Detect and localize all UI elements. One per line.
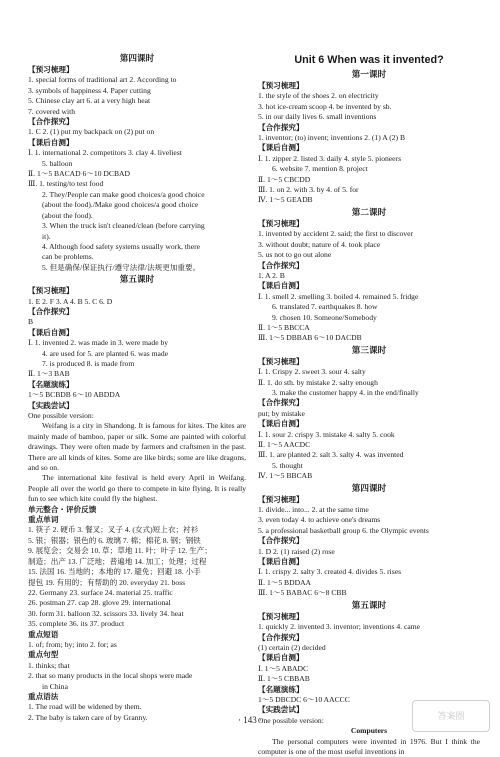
section-heading: 重点语法 [28, 691, 59, 701]
section-heading: 单元整合・评价反馈 [28, 504, 97, 514]
section-heading: 【实践尝试】 [28, 400, 74, 410]
section-heading: 【课后自测】 [258, 557, 304, 567]
lesson-heading: 第四课时 [351, 482, 387, 493]
section-heading: 重点单词 [28, 515, 59, 525]
essay-paragraph: Weifang is a city in Shandong. It is famous for kites. The kites are mainly made of bamboo, paper or silk. Some are painted with colorful drawings. They were often made by farmers and craftsmen in the past. There are all kinds of kites. Some are like birds; some are like dragons, and so on. [28, 421, 246, 473]
section-heading: 重点短语 [28, 629, 59, 639]
text-line: Ⅳ. 1～5 BBCAB [258, 471, 313, 481]
text-line: 35. complete 36. its 37. product [28, 619, 125, 629]
text-line: B [28, 317, 34, 327]
text-line: 5. us not to go out alone [258, 250, 332, 260]
text-line: 5. a professional basketball group 6. the Olympic events [258, 525, 429, 535]
text-line: Ⅲ. 1～5 BABAC 6～8 CBB [258, 588, 347, 598]
unit-title: Unit 6 When was it invented? [294, 54, 444, 66]
text-line: 制造；出产 13. 广泛地；普遍地 14. 加工；处理；过程 [28, 556, 207, 566]
text-line: 3. When the truck isn't cleaned/clean (before carrying [42, 221, 205, 231]
text-line: 22. Germany 23. surface 24. material 25. traffic [28, 587, 173, 597]
section-heading: 【课后自测】 [258, 419, 304, 429]
text-line: in China [42, 681, 68, 691]
text-line: Ⅲ. 1. on 2. with 3. by 4. of 5. for [258, 185, 359, 195]
essay-paragraph: The international kite festival is held every April in Weifang. People all over the world go there to compete in kite flying. It is really fun to see which kite could fly the highest. [28, 473, 246, 504]
text-line: Ⅳ. 1～5 GEADB [258, 195, 313, 205]
text-line: 2. The baby is taken care of by Granny. [28, 712, 148, 722]
text-line: 30. form 31. balloon 32. scissors 33. lively 34. heat [28, 608, 184, 618]
section-heading: 【预习梳理】 [258, 356, 304, 366]
text-line: Ⅰ. 1. Crispy 2. sweet 3. sour 4. salty [258, 367, 366, 377]
text-line: Ⅱ. 1～5 BBCCA [258, 322, 310, 332]
text-line: Ⅱ. 1～5 BDDAA [258, 577, 312, 587]
lesson-heading: 第三课时 [351, 344, 387, 355]
text-line: 1. thinks; that [28, 660, 70, 670]
text-line: 2. that so many products in the local shops were made [28, 671, 193, 681]
text-line: 3. make the customer happy 4. in the end/finally [272, 387, 419, 397]
text-line: Ⅱ. 1～5 CBBAB [258, 674, 310, 684]
text-line: Ⅲ. 1～5 DBBAB 6～10 DACDB [258, 333, 362, 343]
text-line: 7. is produced 8. is made from [42, 358, 135, 368]
section-heading: 【课后自测】 [258, 653, 304, 663]
text-line: 5. 银；银器；银色的 6. 玻璃 7. 棉；棉花 8. 钢；钢铁 [28, 535, 201, 545]
text-line: 5. 但是确保/保证执行/遵守法律/法规更加重要。 [42, 262, 201, 272]
text-line: Ⅱ. 1～5 CBCDD [258, 174, 311, 184]
text-line: 1. inventor; (to) invent; inventions 2. (1) A (2) B [258, 133, 406, 143]
text-line: 3. symbols of happiness 4. Paper cutting [28, 85, 151, 95]
text-line: put; by mistake [258, 408, 305, 418]
text-line: 1. C 2. (1) put my backpack on (2) put on [28, 127, 155, 137]
watermark-logo: 答案圈 [412, 700, 490, 732]
text-line: One possible version: [258, 715, 324, 725]
text-line: Ⅰ. 1. smell 2. smelling 3. boiled 4. remained 5. fridge [258, 291, 419, 301]
text-line: Ⅲ. 1. are planted 2. salt 3. salty 4. was invented [258, 450, 404, 460]
lesson-heading: 第二课时 [351, 206, 387, 217]
text-line: 1. The road will be widened by them. [28, 702, 142, 712]
text-line: Ⅰ. 1. zipper 2. listed 3. daily 4. style 5. pioneers [258, 153, 402, 163]
right-column [258, 52, 480, 757]
text-line: 1. D 2. (1) raised (2) rose [258, 546, 335, 556]
text-line: can be problems. [42, 252, 94, 262]
section-heading: 【预习梳理】 [258, 81, 304, 90]
section-heading: 【预习梳理】 [258, 218, 304, 228]
section-heading: 【合作探究】 [258, 260, 304, 270]
text-line: 1. E 2. F 3. A 4. B 5. C 6. D [28, 296, 113, 306]
text-line: Ⅰ. 1. sour 2. crispy 3. mistake 4. salty 5. cook [258, 429, 395, 439]
text-line: 4. Although food safety systems usually work, there [42, 241, 200, 251]
text-line: Ⅱ. 1～5 AACDC [258, 440, 311, 449]
text-line: Ⅱ. 1～5 BACAD 6～10 DCBAD [28, 169, 130, 179]
text-line: 9. chosen 10. Someone/Somebody [272, 312, 377, 322]
text-line: 4. are used for 5. are planted 6. was made [42, 348, 169, 358]
lesson-heading: 第四课时 [119, 53, 155, 63]
text-line: 5. Chinese clay art 6. at a very high heat [28, 96, 151, 106]
text-line: 1～5 DBCDC 6～10 AACCC [258, 694, 350, 704]
text-line: 提包 19. 有用的；有帮助的 20. everyday 21. boss [28, 577, 186, 587]
essay-title: Computers [350, 726, 388, 736]
text-line: 3. hot ice-cream scoop 4. be invented by sb. [258, 101, 392, 111]
text-line: 5. in our daily lives 6. small inventions [258, 112, 377, 122]
section-heading: 重点句型 [28, 650, 59, 660]
section-heading: 【名题演练】 [28, 379, 74, 389]
section-heading: 【名题演练】 [258, 684, 304, 694]
text-line: 1. divide... into... 2. at the same time [258, 505, 369, 515]
text-line: 1. A 2. B [258, 270, 285, 280]
text-line: (1) certain (2) decided [258, 642, 326, 652]
section-heading: 【课后自测】 [28, 137, 74, 147]
text-line: it). [42, 231, 51, 241]
section-heading: 【预习梳理】 [28, 65, 74, 74]
text-line: Ⅰ. 1. international 2. competitors 3. clay 4. liveliest [28, 148, 182, 158]
text-line: 6. website 7. mention 8. project [272, 164, 368, 174]
text-line: (about the food)./Make good choices/a good choice [42, 200, 199, 210]
section-heading: 【课后自测】 [28, 327, 74, 337]
text-line: Ⅲ. 1. testing/to test food [28, 179, 104, 189]
left-column [28, 52, 246, 723]
text-line: 5. thought [272, 460, 303, 470]
text-line: Ⅱ. 1. do sth. by mistake 2. salty enough [258, 377, 378, 387]
page-number: · 143 · [238, 715, 262, 725]
text-line: 6. translated 7. earthquakes 8. how [272, 302, 378, 312]
essay-paragraph: The personal computers were invented in 1976. But I think the computer is one of the most useful inventions in [258, 736, 480, 756]
text-line: 2. They/People can make good choices/a good choice [42, 189, 205, 199]
lesson-heading: 第五课时 [351, 599, 387, 610]
section-heading: 【预习梳理】 [28, 286, 74, 296]
section-heading: 【合作探究】 [258, 632, 304, 642]
text-line: 3. without doubt; nature of 4. took place [258, 239, 381, 249]
text-line: Ⅰ. 1. crispy 2. salty 3. created 4. divides 5. rises [258, 567, 402, 577]
text-line: 15. 法国 16. 当地的；本地的 17. 避免；回避 18. 小手 [28, 567, 201, 577]
section-heading: 【合作探究】 [258, 122, 304, 132]
section-heading: 【合作探究】 [258, 398, 304, 408]
text-line: Ⅰ. 1～5 ABADC [258, 663, 309, 673]
text-line: 26. postman 27. cap 28. glove 29. international [28, 598, 171, 608]
text-line: One possible version: [28, 411, 94, 420]
section-heading: 【合作探究】 [28, 306, 74, 316]
section-heading: 【合作探究】 [258, 536, 304, 546]
text-line: 9. 展览会；交易会 10. 草；草地 11. 叶；叶子 12. 生产； [28, 546, 212, 556]
text-line: Ⅱ. 1～3 BAB [28, 369, 70, 379]
text-line: 1. special forms of traditional art 2. According to [28, 75, 177, 85]
text-line: (about the food). [42, 210, 93, 220]
text-line: 1～5 BCBDB 6～10 ABDDA [28, 390, 121, 400]
section-heading: 【预习梳理】 [258, 611, 304, 621]
text-line: 1. quickly 2. invented 3. inventor; inventions 4. came [258, 622, 420, 632]
text-line: 7. covered with [28, 106, 76, 116]
text-line: 3. even today 4. to achieve one's dreams [258, 515, 381, 525]
text-line: 1. of; from; by; into 2. for; as [28, 639, 117, 649]
section-heading: 【课后自测】 [258, 143, 304, 153]
text-line: 5. balloon [42, 158, 73, 168]
section-heading: 【实践尝试】 [258, 705, 304, 715]
section-heading: 【预习梳理】 [258, 494, 304, 504]
section-heading: 【课后自测】 [258, 281, 304, 291]
text-line: Ⅰ. 1. invented 2. was made in 3. were made by [28, 338, 169, 348]
lesson-heading: 第一课时 [351, 69, 387, 79]
lesson-heading: 第五课时 [119, 274, 155, 285]
text-line: 1. 筷子 2. 硬币 3. 餐叉；叉子 4. (女式)短上衣；衬衫 [28, 525, 199, 535]
text-line: 1. invented by accident 2. said; the first to discover [258, 229, 413, 239]
text-line: 1. the style of the shoes 2. on electricity [258, 91, 379, 101]
section-heading: 【合作探究】 [28, 117, 74, 127]
